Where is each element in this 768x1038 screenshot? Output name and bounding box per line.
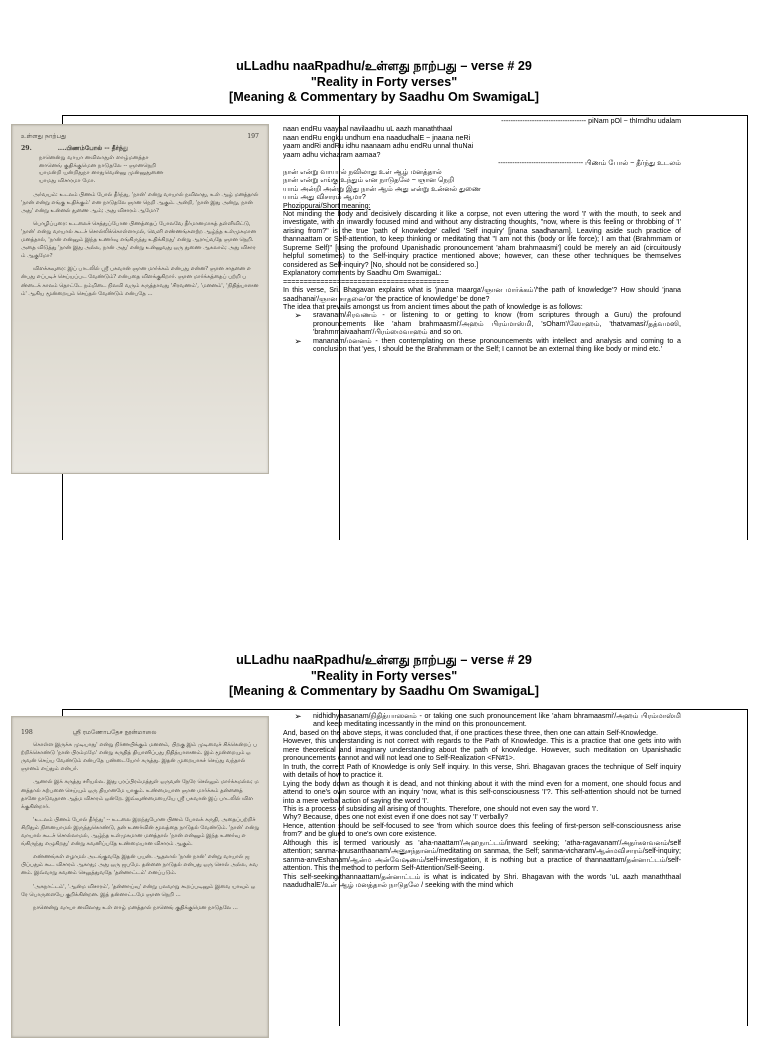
scan-paragraph: அர்வயம்: உடலம் பிணம் போல் தீர்ந்து, 'நான்' என்று வாயால் நவிலாது, உள் ஆழ் மனத்தால் 'நான் என்று எங்கு உதிக்கும்' என நாடுதலே ஞான நெறி ஆகும். அன்றி, 'நான் இது அன்று, நான் அது' என்று உன்னல் துணை ஆம்; அது விசாரம் ஆமோ? [21, 191, 259, 214]
header-title: uLLadhu naaRpadhu/உள்ளது நாற்பது – verse # 29 [236, 59, 532, 73]
text-line: நான் என்று வாயால் நவிலாது உள் ஆழ் மனத்தால் [283, 167, 442, 176]
header-subtitle: "Reality in Forty verses" [310, 668, 458, 683]
verse-heading: ------------------------------------ பிணம் போல் ~ தீர்ந்து உடலம் [498, 159, 681, 168]
scan-title: ஸ்ரீ ரமணோபதேச நூன்மாலை [72, 729, 157, 736]
book-page-scan [11, 124, 269, 474]
arrow-bullet-icon: ➢ [294, 712, 302, 721]
header-credit: [Meaning & Commentary by Saadhu Om SwamigaL] [229, 684, 539, 698]
scan-page-number: 198 [21, 729, 33, 736]
paragraph: In this verse, Sri. Bhagavan explains what is 'jnana maarga'/ஞான மார்க்கம்'/'the path of knowledge'? How should 'jnana saadhanai'/ஞான சாதனை'or 'the practice of knowledge' be done? [283, 286, 681, 303]
scan-paragraph: கொள்ள இருக்க முடியாது' என்று நிர்ணயிக்கும் மனனம், பிறகு இம் முடிவைச் சிக்கென்றப் பற்றிக்கொண்டு 'நான் பிரம்மமே' என்று கருதித் தியானிப்பது நிதித்யாஸனம். இம் மூன்றையும் ஒருவன் செய்ய வேண்டும் என்பதே பண்டையோர் கருத்து. இதன் முறையாகச் செய்து வந்தால் ஞானம் எய்தும் என்பர். [21, 742, 258, 773]
text-line: naan endRu engku undhum ena naadudhalE ~ jnaana neRi [283, 133, 471, 142]
paragraph: Why? Because, does one not exist even if one does not say 'I' verbally? [283, 813, 509, 822]
scan-paragraph: ஆனால் இக் கருத்து சரியல்ல. இது பரப்பிரம்மத்துள் ஒருவன் நேரே செல்லும் மார்க்கமல்ல; மனத்தால் கற்பனை செய்யும் ஒரு தியானமே யாகும். உண்மையான ஞான மார்க்கம் தன்னைத் தானே நாடுவதான ஆத்ம விசாரம் ஒன்றே. இவ்வுண்மையையே ஸ்ரீ பகவான் இப் பாடலில் விளக்குகின்றார். [21, 779, 259, 810]
paragraph: Hence, attention should be self-focused to see 'from which source does this feeling of first-person self-consciousness arise from?' and be glued to one's own core existence. [283, 821, 681, 839]
paragraph: However, this understanding is not correct with regards to the Path of Knowledge. This is a practice that one gets into with mere theoretical and imaginary understanding about the path of knowledge. However, such meditation on Upanishadic pronouncements cannot and will not lead one to Self-Realization <FN#1>. [283, 737, 681, 763]
bullet-text: mananam/மனனம் - then contemplating on these pronouncements with intellect and analysis and coming to a conclusion that 'yes, I should be the Brahmmam or the Self; I cannot be an external thing like body or mind etc.' [313, 336, 681, 354]
commentary-column [283, 117, 681, 537]
bullet-text: sravanam/சிரவணம் - or listening to or getting to know (from scriptures through a Guru) the profound pronouncements like 'aham brahmaasmi'/அஹம் பிரம்மாஸ்மி, 'sOham'/ஸோஹம், 'thatvamasi'/தத்வமஸி, 'brahmmaivaaham'/பிரம்மைவாஹம் and so on. [313, 311, 681, 337]
paragraph: This self-seeking/thannaattam/தன்னாட்டம் is what is indicated by Shri. Bhagavan with the words 'uL aazh manaththaal naadudhalE'/உள் ஆழ் மனத்தால் நாடுதலே / seeking with the mind which [283, 872, 681, 890]
scan-poem-line: நானென்று வாயா னவிலாதுள் ளாழ்மனத்தா [39, 155, 149, 162]
text-line: யாம் அன்றி அன்று இது நான் ஆம் அது என்று உன்னல் துணை [283, 184, 482, 193]
scan-page-number: 197 [247, 133, 259, 140]
scan-paragraph: எண்ணங்கள் எழாமல் அடங்குவதே இதன் பயன். ஆதலால் 'நான் நான்' என்று வாயால் ஜபிப்பதும் கூட விசாரம் ஆகாது; அது ஒரு ஜபமே. தன்னை நாடுதல் என்பது ஒரு சொல் அல்ல, கவனம். இவ்வாறு கவனம் செலுத்துவதே 'தன்னாட்டம்' எனப்படும். [21, 854, 258, 877]
scan-poem-line: னானெங் குதிக்குமென நாடுதலே -- ஞானநெறி [39, 162, 157, 169]
scan-poem-line: யாமது விசாரமா மோ. [39, 177, 96, 184]
paragraph: This is a process of subsiding all arising of thoughts. Therefore, one should not even say the word 'I'. [283, 804, 599, 813]
scan-paragraph: 'உடலம் பிணம் போல் தீர்ந்து' -- உடலை இறந்துபோன பிணம் போலக் கருதி, அதைப்பற்றிச் சிறிதும் நினையாமல் இருந்துகொண்டு, தன் உணர்வின் மூலத்தை நாடுதல் வேண்டும். 'நான்' என்று வாயால் கூடச் சொல்லாமல், ஆழ்ந்த உள்முகமான மனத்தால் 'நான் என்னும் இந்த உணர்வு எங்கிருந்து எழுகிறது' என்று கவனிப்பதே உண்மையான விசாரம் ஆகும். [21, 816, 259, 848]
page-1-header [0, 59, 768, 106]
bullet-item [283, 337, 681, 354]
header-subtitle: "Reality in Forty verses" [310, 74, 458, 89]
paragraph: Although this is termed variously as 'aha-naattam'/அஹநாட்டம்/inward seeking; 'atha-ragavanam'/அதர்களவனம்/self attention; sanma-anusanthaanam/அனுசந்தானம்/meditating on sanmaa, the Self; sanma-vicharam/ஆன்மவிசாரம்/self-inquiry; sanma-anvEshanam/ஆன்ம அன்வேஷணம்/self-investigation, it is nothing but a practice of thannaattam/தன்னாட்டம்/self-attention. This the method to perform Self-Attention/Self-Seeing. [283, 838, 681, 873]
commentary-column [283, 712, 681, 1024]
scan-verse-title: ....பிணம்போல் -- தீர்ந்து [57, 145, 129, 153]
bullet-text: nidhidhyaasanam/நிதித்யாஸனம் - or taking one such pronouncement like 'aham bhramaasmi'/அஹம் பிரம்மாஸ்மி and keep meditating incessantly in the mind on this pronouncement. [313, 712, 681, 729]
bullet-item [283, 712, 681, 729]
bullet-item [283, 311, 681, 336]
paragraph: Not minding the body and decisively discarding it like a corpse, not even uttering the word 'I' with the mouth, to seek and investigate, with an inwardly focused mind and without any distracting thoughts, "now, where is this feeling or throbbing of 'I' arising from?" is the true 'path of knowledge' called 'Self inquiry' [jnana saadhanam]. Leaving aside such practice of thannaattam or Self-attention, to keep thinking or meditating that "I am not this (body or life force); I am that (Brahmmam or Supreme Self)" [using the profound Upanishadic pronouncement 'aham brahmaasmi'] could be merely an aid (circuitously helpful sometimes) to the Self-inquiry practice mentioned above; however, can these other techniques be themselves considered as Self-inquiry? [No, should not be considered so.] [283, 209, 681, 269]
text-line: yaam andRi andRu idhu naanaam adhu endRu unnal thuNai [283, 142, 474, 151]
text-line: yaam adhu vichaaram aamaa? [283, 150, 381, 159]
scan-poem [21, 155, 259, 185]
book-page-scan [11, 716, 269, 1038]
scan-poem-line: யாமன்றி யன்றிதுநா னாதுவென்னு முன்னுதுணை [39, 170, 164, 177]
text-line: naan endRu vaayaal navilaadhu uL aazh manaththaal [283, 125, 453, 134]
text-line: யாம் அது விசாரம் ஆமா? [283, 193, 366, 202]
scan-paragraph: விளக்கவுரை: இப் பாடலில் ஸ்ரீ பகவான் ஞான மார்க்கம் என்பது என்ன? ஞான சாதனை என்பது எப்படிச் செய்யப்பட வேண்டும்? என்பதை விளக்குகிறார். ஞான மார்க்கத்தைப் பற்றி பண்டைக் காலம் தொட்டே நம்மிடை நிலவி வரும் கருத்தாவது 'சிரவணம்', 'மனனம்', 'நிதித்யாஸனம்' ஆகிய மூன்றையும் செய்தல் வேண்டும் என்பதே ... [21, 266, 259, 297]
scan-title: உள்ளது நாற்பது [21, 133, 67, 140]
paragraph: And, based on the above steps, it was concluded that, if one practices these three, then one can attain Self-Knowledge. [283, 728, 659, 737]
paragraph: The idea that prevails amongst us from ancient times about the path of knowledge is as follows: [283, 302, 583, 311]
text-line: ======================================== [283, 277, 449, 286]
page-2-header [0, 653, 768, 700]
scan-paragraph: 'அகநாட்டம்', 'ஆன்ம விசாரம்', 'தன்னாய்வு' என்று பலவாறு கூறப்படினும் இவை யாவும் ஒரே பொருளையே குறிக்கின்றன. இத் தன்னாட்டமே ஞான நெறி ... [21, 883, 256, 898]
scan-paragraph: பொழிப்புரை: உடலைச் செத்துப்போன பிணத்தைப் போலவே தீர்மானமாகத் தள்ளிவிட்டு, 'நான்' என்று வாயால் கூடச் சொல்லிக்கொள்ளாமல், வெளி எண்ணங்களற்ற ஆழ்ந்த உள்முகமான மனத்தால், 'நான் என்னும் இந்த உணர்வு எங்கிருந்து உதிக்கிறது' என்று ஆராய்வதே ஞான நெறி. அதை விடுத்து 'நான் இது அல்ல, நான் அது' என்று உன்னுவது ஒரு துணை ஆகலாம்; அது விசாரம் ஆகுமோ? [21, 220, 256, 260]
paragraph: In truth, the correct Path of Knowledge is only Self inquiry. In this verse, Shri. Bhagavan graces the technique of Self inquiry with details of how to practice it. [283, 762, 681, 780]
arrow-bullet-icon: ➢ [294, 310, 302, 321]
arrow-bullet-icon: ➢ [294, 335, 302, 346]
scan-verse-number: 29. [21, 145, 32, 153]
text-line: நான் என்று எங்கு உந்தும் என நாடுதலே ~ ஞான நெறி [283, 176, 455, 185]
header-credit: [Meaning & Commentary by Saadhu Om SwamigaL] [229, 90, 539, 104]
section-heading: Phozippurai/Short meaning: [283, 201, 371, 210]
verse-heading: ------------------------------------ piNam pOl ~ thIrndhu udalam [501, 117, 681, 125]
scan-paragraph: நானென்று வாயா னவிலாது உள் ளாழ் மனத்தால் நானெங் குதிக்குமென நாடுதலே ... [33, 904, 238, 911]
text-line: Explanatory comments by Saadhu Om SwamigaL: [283, 269, 442, 278]
paragraph: Lying the body down as though it is dead, and not thinking about it with the mind even for a moment, one should focus and attend to one's own source with an inquiry 'now, what is this self-consciousness 'I'?. This self-attention should not be turned into a mere verbal action of saying the word 'I'. [283, 779, 681, 805]
header-title: uLLadhu naaRpadhu/உள்ளது நாற்பது – verse # 29 [236, 653, 532, 667]
